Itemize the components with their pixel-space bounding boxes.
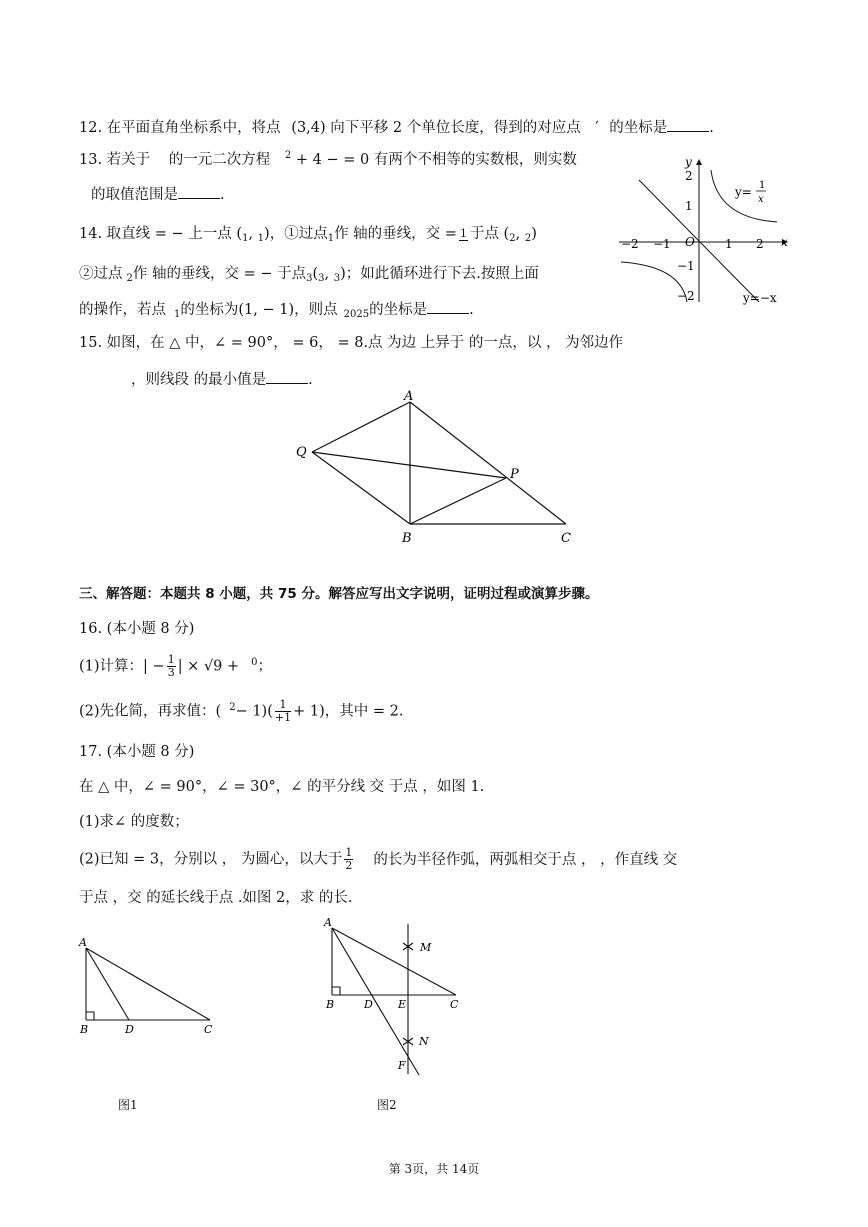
question-13-line2	[79, 183, 225, 204]
vertex-label-a: A	[324, 916, 332, 929]
q14-sub: 2025	[343, 309, 370, 320]
answer-blank	[667, 119, 709, 132]
x-axis-label: x	[781, 235, 788, 249]
vertex-label-p: P	[510, 467, 519, 482]
question-17-header: 17. (本小题 8 分)	[79, 744, 195, 760]
frac-den: 3	[167, 666, 175, 679]
q16-p1-text-a: (1)计算：| −	[79, 658, 165, 675]
q14-text-e: )	[531, 226, 537, 242]
frac-num: 1	[275, 699, 291, 712]
curve-label-prefix: y=	[735, 185, 752, 199]
question-16-part2	[79, 699, 403, 724]
q17-p2-text-a: (2)已知 = 3，分别以 ， 为圆心，以大于	[79, 851, 343, 868]
question-16-header: 16. (本小题 8 分)	[79, 621, 195, 637]
segment-qa	[312, 402, 410, 452]
vertex-label-c: C	[204, 1023, 213, 1036]
vertex-label-n: N	[419, 1035, 429, 1048]
q13-range-text: 的取值范围是	[91, 187, 178, 203]
q13-exponent: 2	[284, 150, 292, 161]
q14-text-b: )，①过点	[264, 226, 328, 242]
q15-text-a: 15. 如图，在 △ 中，∠ = 90°， = 6， = 8.点 为边 上异于 的一点，以 ， 为邻边作	[79, 335, 624, 351]
graph-reciprocal-and-line	[615, 150, 795, 310]
right-angle-mark	[86, 1012, 94, 1020]
frac-num: 1	[345, 846, 353, 859]
segment-ac	[410, 402, 566, 524]
q14-sub: 3	[333, 273, 341, 284]
question-17-line1: 在 △ 中，∠ = 90°，∠ = 30°，∠ 的平分线 交 于点 ，如图 1.	[79, 779, 485, 795]
tick-x: 1	[725, 237, 733, 251]
tick-y: −1	[677, 259, 695, 273]
figure-q15-parallelogram	[290, 386, 590, 550]
q14-sub: 1	[327, 233, 335, 244]
tick-y: 1	[685, 199, 693, 213]
vertex-label-a: A	[79, 936, 87, 949]
vertex-label-f: F	[398, 1059, 406, 1072]
question-17-part2	[79, 847, 677, 872]
q12-end: .	[709, 120, 714, 136]
vertex-label-e: E	[398, 998, 407, 1011]
frac-den: +1	[274, 711, 292, 724]
y-axis-label: y	[685, 155, 692, 169]
q17-p2-text-b: 的长为半径作弧，两弧相交于点 ， ，作直线 交	[373, 851, 678, 868]
q14-text-c: 作 轴的垂线，交 =	[334, 226, 457, 242]
vertex-label-q: Q	[296, 445, 307, 460]
segment-ac	[86, 948, 210, 1020]
figure-2-caption: 图2	[377, 1098, 397, 1112]
answer-blank	[178, 186, 220, 199]
q14-sub: 1	[257, 233, 265, 244]
vertex-label-a: A	[404, 389, 414, 404]
answer-blank	[427, 301, 469, 314]
q14-text-f: ②过点	[79, 266, 123, 282]
figure-2-construction	[318, 914, 468, 1080]
q14-comma: ,	[324, 266, 334, 282]
vertex-label-m: M	[420, 941, 432, 954]
q17-p2-fraction	[344, 847, 353, 872]
q15-end: .	[308, 372, 313, 388]
q13-end: .	[220, 187, 225, 203]
q14-sub: 2	[524, 233, 532, 244]
q12-text-c: 的坐标是	[609, 120, 668, 136]
q14-sub: 2	[126, 273, 133, 284]
line-label: y=−x	[743, 291, 777, 305]
question-14-line2	[79, 262, 539, 284]
q16-p1-fraction	[167, 654, 176, 679]
q14-sub: 2	[509, 233, 516, 244]
q15-text-b: ，则线段 的最小值是	[131, 372, 267, 388]
tick-x: −2	[621, 237, 639, 251]
q12-text-b: 向下平移 2 个单位长度，得到的对应点	[330, 120, 581, 136]
frac-num: 1	[167, 653, 175, 666]
q12-text-a: 12. 在平面直角坐标系中，将点	[79, 120, 281, 136]
tick-x: −1	[653, 237, 671, 251]
q14-fraction	[459, 228, 468, 241]
q14-sub: 1	[242, 233, 249, 244]
q16-p2-text-c: + 1)，其中 = 2.	[293, 703, 404, 720]
q14-sub: 3	[306, 273, 313, 284]
question-16-part1	[79, 654, 272, 679]
question-12	[79, 116, 714, 137]
question-15-line2	[79, 368, 313, 389]
q14-text-k: 的坐标为(1, − 1)，则点	[180, 302, 338, 318]
q16-p1-exponent: 0	[251, 656, 258, 668]
question-14-line1	[79, 222, 537, 244]
figure-1-caption: 图1	[118, 1098, 138, 1112]
tick-x: 2	[756, 237, 764, 251]
q14-text-j: 的操作，若点	[79, 302, 166, 318]
answer-blank	[266, 371, 308, 384]
segment-ac	[332, 928, 456, 995]
right-angle-mark	[332, 987, 340, 995]
q16-p2-exponent: 2	[229, 701, 236, 713]
q16-p1-end: ；	[257, 658, 273, 675]
q13-text-c: + 4 − = 0 有两个不相等的实数根，则实数	[295, 152, 577, 168]
q16-p2-text-b: − 1)(	[235, 703, 273, 720]
vertex-label-d: D	[125, 1023, 134, 1036]
page-footer: 第 3页，共 14页	[388, 1162, 480, 1176]
question-17-part2-cont: 于点 ，交 的延长线于点 .如图 2，求 的长.	[79, 890, 353, 906]
question-15-line1	[79, 331, 623, 352]
q14-text-g: 作 轴的垂线，交 = − 于点	[132, 266, 307, 282]
q14-comma: ,	[248, 226, 258, 242]
segment-ad	[86, 948, 129, 1020]
vertex-label-b: B	[326, 998, 335, 1011]
vertex-label-c: C	[450, 998, 459, 1011]
q14-comma: ,	[515, 226, 525, 242]
curve-label-num: 1	[759, 180, 766, 191]
q14-text-a: 14. 取直线 = − 上一点 (	[79, 226, 243, 242]
origin-label: O	[685, 235, 695, 249]
tick-y: 2	[685, 169, 693, 183]
q14-text-h: (	[312, 266, 319, 282]
vertex-label-d: D	[364, 998, 373, 1011]
vertex-label-b: B	[402, 531, 412, 546]
question-13-line1	[79, 148, 577, 169]
q13-text-b: 的一元二次方程	[168, 152, 271, 168]
figure-1-triangle	[72, 932, 222, 1042]
section-3-heading: 三、解答题：本题共 8 小题，共 75 分。解答应写出文字说明，证明过程或演算步骤。	[79, 586, 599, 602]
q14-text-d: 于点 (	[469, 226, 510, 242]
curve-label-den: x	[758, 194, 764, 205]
vertex-label-b: B	[80, 1023, 89, 1036]
q16-p2-fraction	[275, 699, 291, 724]
q14-frac-num: 1	[459, 226, 467, 240]
frac-den: 2	[345, 859, 353, 872]
q14-end: .	[469, 302, 474, 318]
q16-p2-text-a: (2)先化简，再求值：(	[79, 703, 222, 720]
q14-text-i: )；如此循环进行下去.按照上面	[340, 266, 539, 282]
q13-text-a: 13. 若关于	[79, 152, 151, 168]
tick-y: −2	[677, 289, 695, 303]
question-17-part1: (1)求∠ 的度数；	[79, 814, 189, 830]
q16-p1-text-b: | × √9 +	[177, 658, 240, 675]
q14-sub: 3	[318, 273, 325, 284]
vertex-label-c: C	[561, 531, 571, 546]
segment-bp	[410, 478, 506, 524]
q14-text-l: 的坐标是	[369, 302, 428, 318]
question-14-line3	[79, 298, 474, 320]
q14-sub: 1	[174, 309, 181, 320]
q12-prime: ′	[595, 120, 599, 136]
q12-point: (3,4)	[291, 120, 326, 136]
